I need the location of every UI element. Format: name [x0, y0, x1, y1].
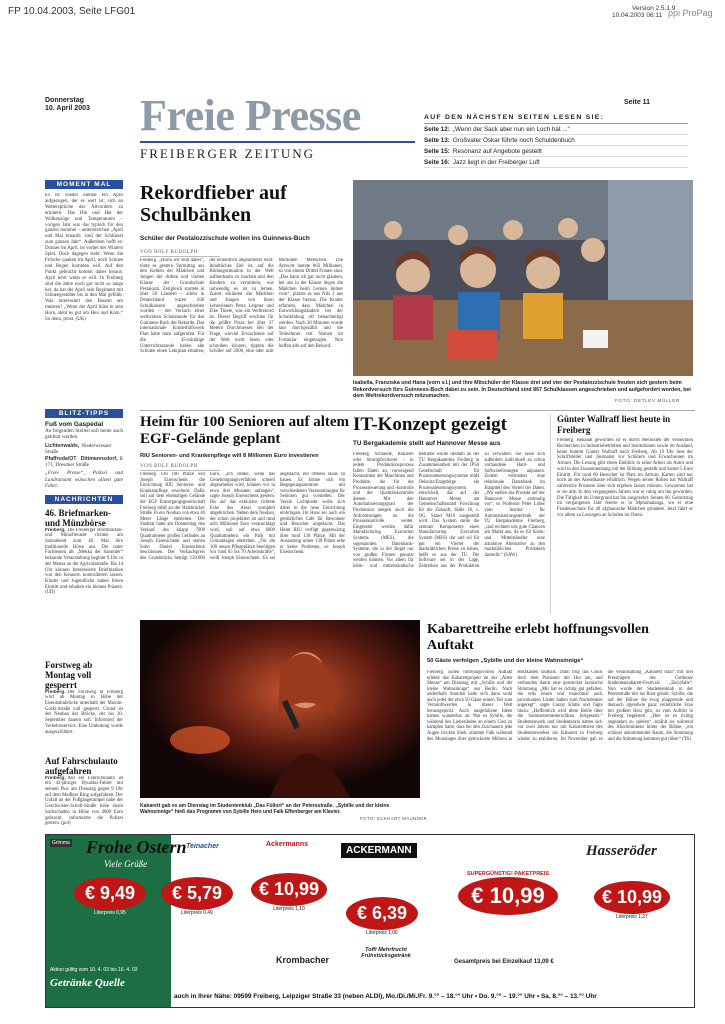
news-place: Freiberg.: [45, 689, 66, 695]
moment-mal-text: Es ist wieder einmal ein April aufgezogen, der es wert ist, sich an Wettersprüche der Altvordern zu erinnern. Das Hin und Her der Wolkenzüge und Temperaturen – vorigen Jahr war das typisch für den ganzen Sommer – unterstreichen „April und Mai hinaufe, sind der Schlüssel zum ganzen Jahr“. Außerdem hofft es: Donner im April, ist vorbei des Winters Spiel. Doch dagegen steht: Wenn die Frösche quaken im April, noch Schnee und Regen kommen will. Auf den Punkt gebracht kommt dabei heraus: April lehrt wenn er will. In Freiberg sind die Jahre noch gar nicht so lange her, da hat der April sein Regiment mit Schneegestöber bis in den Mai gefühlt. Was interessiert den Bauern am meisten? „Wenn der April bläst in sein Horn, steht es gut um Heu und Korn.“ So denn, prost. (UK): [45, 193, 123, 323]
news-title: Auf Fahrschulauto aufgefahren: [45, 755, 118, 776]
senioren-byline: VON ROLF RUDOLPH: [140, 464, 220, 471]
version-label: Version 2.5.1.9: [632, 5, 676, 12]
news-place: Freiberg.: [45, 775, 66, 781]
preview-text: „Wenn der Sack aber nun ein Loch hat ...“: [452, 125, 570, 133]
preview-page: Seite 12:: [424, 125, 450, 133]
lead-photo-caption: Isabella, Franziska und Hana (vorn v.l.) und ihre Mitschüler der Klasse drei und vier der Pestalozzischule freuten sich gestern beim Rekordversuch fürs Guinness-Buch dabei zu sein. In Deutschland sind 867 Schulklassen angeschrieben und aufgefordert worden, bei dem Weltrekordversuch mitzumachen.: [353, 380, 691, 399]
kabarett-photo-credit: FOTO: ECKHART MAUNDER: [360, 816, 428, 821]
classroom-photo: [353, 180, 693, 376]
masthead-rule: [140, 141, 415, 143]
kabarett-headline: Kabarettreihe erlebt hoffnungsvollen Auftakt: [427, 622, 649, 653]
it-body: Freiberg. Schneide, Brauerei oder Strumpfwirkerei – in jedem Produktionsprozess fallen Daten an, vorwiegend Kennzahlen der Maschinen und Produkte, die für die Prozesssteuerung und -kontrolle und der Qualitätskontrolle dienen. Mit den Automatisierungsgrad der Produktion steigen auch die Anforderungen an die Prozesskontrolle weiter. Eingesetzt werden dafür Manufacturing Execution Systems (MES), die sogenannten Datenbank-Systeme, die in der Regel nur von großen Firmen genutzt werden können. Vor allem für klein- und mittelständische Betriebe wurde deshalb an der TU Bergakademie Freiberg in Zusammenarbeit mit der IPSS Gesellschaft für Prozesssteuerungssysteme mbH Oelsnitz/Erzgebirge ein Prozesssteuerungssystem entwickelt, das auf der Hannover Messe am Gemeinschaftsstand Forschung für die Zukunft, Halle 18, 1. OG, Stand M16 ausgestellt wird. Das System stelle die zentrale Komponente eines Manufacturing Execution System (MES) dar und sei für gut ein Viertel der marktüblichen Preise zu haben, heißt es aus der TU. Die Software sei in der Lage, Zeitreihen aus der Produktion zu verwalten. Sie lasse sich außerdem individuell an schon vorhandene Hard- und Softwarelösungen anpassen. Zudem verbinden eine relationale Datenbank im Hauptteil den Vorteil der Daten. „Wir stellen das Produkt auf der Hannover Messe erstmalig vor“, so Professor Peter Löber vom Institut für Automatisierungstechnik der TU Bergakademie Freiberg, „und rechnen uns gute Chancen am Markt aus, da es für Klein- und Mittelständler eine attraktive Alternative zu den marktüblichen Produkten darstellt.“ (SAW): [353, 452, 545, 569]
blitz-heading: Fuß vom Gaspedal: [45, 421, 104, 428]
page-number: Seite 11: [624, 99, 651, 106]
price-badge: € 10,99: [251, 873, 327, 906]
divider: [140, 410, 695, 411]
kabarett-body: Freiberg. Einen hoffnungsvollen Auftakt erlebte das Kabarettprojekt im der „Alten Mensa“ am Dienstag mit „Sybille und der kleine Wahnsinnige“ aus Berlin. Nach anderthalb Stunden hatte sich dann wohl auch jeder der etwa 50 Gäste seinen Teil zum Vernünftwerden in dieser Welt herausgepickt. Auch ausgefallene Ideen kamen wunderbar an: War es Sybille, die während des Liebesliedes an einem Gast zu kämpfen hatte, dass bei den Zuschauern jede Augen trocken blieb, stimmte Falk während des Monologes über getrocknete Möhren in Holzkästen lauthals. Dann trug das Glück doch dem Pianisten mit Hut am, und verbunden damit eine gestreckte komische Stimmung. „Mir hat es richtig gut gefallen, die teils leisen und manchmal auch provokanten Lieder haben zum Nachdenken angeregt“, sagte Conny Klatte und fügte hinzu: „Hoffentlich wird diese Reihe über die Sommersemesterschluss fortgesetzt.“ Studentenwerk und Studentenrat hatten sich vor zwei Jahren nur mit Kabarettisten des Studentenwerkes ins Kabarett in Freiberg wieder zu etablieren. Im November gab es die Veranstaltung „Kabarett total“ mit drei Preisträgern des Cottbuser Studentenkabarett-Festivals „Ek(s)falle“. Nun wurde der Studentenklub in der Petersstraße mit ins Boot geholt. Sybille, die auf der Bühne die ewig plappernde und dennoch irgendwie ganz verletzliche Frau mit großem Herz gibt, ist vom Auftritt in Freiberg begeistert. „Hier ist es richtig angenehm zu spielen“, erzählt sie während des Abschminkens hinter der Bühne, „ein schöner ankommender Raum, die Stimmung und die Stimmung kommen gut rüber.“ (TS): [427, 670, 693, 742]
masthead-subtitle: FREIBERGER ZEITUNG: [140, 146, 316, 161]
ad-brand-5: Hasseröder: [586, 843, 657, 859]
price-badge: € 6,39: [346, 897, 418, 930]
ad-item-1: [74, 877, 164, 927]
price-badge: € 5,79: [161, 877, 233, 910]
ad-item-4: [346, 897, 426, 936]
nachrichten-kicker: NACHRICHTEN: [45, 495, 123, 504]
watermark: ppi ProPag: [668, 8, 713, 18]
ad-item-2: [161, 877, 251, 916]
ad-subtitle: Viele Grüße: [104, 859, 148, 869]
blitz-tipps-kicker: BLITZ-TIPPS: [45, 409, 123, 418]
column-rule: [550, 414, 551, 614]
ad-store: Getränke Quelle: [50, 977, 125, 989]
blitz-intro: An folgenden Stellen soll heute auch geblitzt werden:: [45, 428, 123, 441]
price-badge: € 9,49: [74, 877, 146, 910]
blitz-note: „Freie Presse“, Polizei und Landratsamt wünschen allzeit gute Fahrt.: [45, 470, 123, 490]
preview-text: Jazz liegt in der Freiberger Luft: [452, 158, 540, 166]
preview-item: [424, 146, 688, 157]
ad-brand-3: Ackermanns: [266, 841, 309, 848]
price-note: Literpreis 1,27: [616, 914, 648, 920]
preview-item: [424, 124, 688, 135]
blitz-place: Lichtenwalde,: [45, 442, 80, 449]
ad-footer: auch in Ihrer Nähe: 09599 Freiberg, Leipziger Straße 33 (neben ALDI), Mo./Di./Mi./Fr. 9.°° – 18.°° Uhr • Do. 9.°° – 19.°° Uhr • Sa. 8.°° – 13.°° Uhr: [174, 993, 597, 1000]
news-item: [45, 508, 123, 656]
print-slug: FP 10.04.2003, Seite LFG01: [8, 6, 136, 17]
lead-photo-credit: FOTO: DETLEV MÜLLER: [615, 399, 680, 404]
masthead-title: Freie Presse: [140, 91, 361, 140]
ad-title: Frohe Ostern: [86, 837, 187, 857]
blitz-detail: B 171, Dresdner Straße: [45, 455, 123, 469]
kabarett-photo: [140, 620, 420, 798]
lead-subhead: Schüler der Pestalozzischule wollen ins Guinness-Buch: [140, 235, 310, 242]
wallraff-headline: Günter Wallraff liest heute in Freiberg: [557, 414, 671, 435]
price-note: Literpreis 1,06: [366, 930, 398, 936]
wallraff-body: Freiberg. Bekannt geworden ist er durch Methoden der verdeckten Recherchen in Industriebetrieben und Institutionen sowie im Ausland, heute kommt Günter Wallraff nach Freiberg. Ab 19 Uhr liest der Schriftsteller und Journalist vor Schülern und Erwachsenen im Atrium. Die Lesung gibt einen Einblick in seine Arbeit als Autor und wird in den Zusammenhang mit der Bildung gestellt und kostet 5 Euro Eintritt. Für rund 80 Besucher ist Platz im Atrium, Karten sind nur noch an der Abendkasse erhältlich. Wegen seiner Rollen hat Wallraff zahlreiche Prozesse über sich ergehen lassen müssen. Gewonnen hat er sie alle. In den vergangenen Jahren war er ruhig um ihn geworden. Die Tätigkeit im Untergrund hat ihn ausgezehrt. Seinen 60. Geburtstag im vergangenen Jahr feierte er in Mphumalanga, wo er eine Friedensschule für 40 afghanische Mädchen gründete. Jetzt fährt er vor allem zu Lesungen an Schulen im Osten.: [557, 438, 693, 518]
preview-heading: AUF DEN NÄCHSTEN SEITEN LESEN SIE:: [424, 114, 688, 124]
preview-text: Großvater Oskar führte noch Schuldenbuch: [452, 136, 575, 144]
lead-headline: Rekordfieber auf Schulbänken: [140, 182, 287, 226]
senioren-body: Freiberg. Um 100 Plätze will Joseph Eisenschenk die Einrichtung RIU Senioren- und Krankenpflege erweitern. Dafür soll auf dem ehemaligen Gelände der EGF Entsorgungsgesellschaft Freiberg mbH an der Halsbrücker Straße 16 ein Neubau von etwa 40 Meter Länge entstehen. Der Stadtrat hatte am Donnerstag den Verkauf des knapp 7000 Quadratmeter großen Geländes an Joseph Eisenschenk und seinen Sohn Daniel Eisenschenk beschlossen. Der Verkaufspreis des Grundstücks beträgt 120.000 Euro. „Ich denke, wenn das Genehmigungsverfahren schnell abgearbeitet wird, können wir in etwa drei Monaten anfangen“, sagte Joseph Eisenschenk gestern. Bis auf das exklusive richtete Ecke des Areal komplett abgebrochen. Neben dem Neubau, der schon projektiert ist und rund acht Millionen Euro veranschlagt wird, soll auf etwa 6000 Quadratmetern ein Park mit Grünanlagen entstehen. „Für die 100 neuen Pflegeplätze benötigen wir rund 65 bis 70 Arbeitskräfte“, weiß Joseph Eisenschenk. Es sei angedacht, ein offenes Haus zu bauen. Es könne sich ein Begegnungszentrum mit verschiedenen Veranstaltungen für Senioren gut vorstellen. Der Verein Lichtpunkt wolle sich dabei in die neue Einrichtung einbringen. Im Haus sei auch ein gemütliches Café für Bewohner und Besucher angedacht. Das Heim RIU verfügt gegenwärtig über rund 130 Plätze. Mit der Auslastung seiner 130 Plätze sehe er keine Probleme, so Joseph Eisenschenk.: [140, 472, 345, 561]
ad-krombacher: Krombacher: [276, 955, 330, 965]
preview-text: Resonanz auf Angebote gestellt: [452, 147, 542, 155]
preview-box: [424, 114, 688, 168]
blitz-place: Pfaffroda/OT Dittmannsdorf,: [45, 455, 118, 462]
blitz-item: [45, 443, 123, 456]
price-note: Literpreis 0,95: [94, 910, 126, 916]
kabarett-subhead: 50 Gäste verfolgen „Sybille und der kleine Wahnsinnige“: [427, 658, 584, 664]
newspaper-page: [15, 52, 708, 1014]
blitz-item: [45, 456, 123, 469]
center-price: € 10,99: [458, 877, 558, 915]
lead-body: Freiberg. „Hurra wir sind dabei“, tönte es gestern Vormittag aus den Kehlen der Mädchen und Jungen der dritten und vierten Klasse der Grundschule Pestalozzi. Zeitgleich startete in über 50 Ländern – allein in Deutschland waren 836 Schulklassen angeschrieben worden – der Versuch einer weltweiten Schulstunde für das Guinness-Buch der Rekorde. Das internationale Kinderhilfswerk Plan hatte dazu aufgerufen. Für die 45-minütige Unterrichtsstunde haben alle Schulen einen Lehrplan erhalten, der einheitlich abgearbeitet wird. Inhaltliches Ziel ist, auf die Bildungssituation in der Welt aufmerksam zu machen und den Kindern zu vermitteln, wie notwendig es ist zu lernen. Zuerst erklärten die Mädchen und Jungen von ihren Lehrerinnen Petra Leipner und Elke Thiele, was ein Weltrekord ist. Dieser Begriff erschien für die größte Pizza bei über 37 Metern Durchmesser. Bei der Frage, wieviel Erwachsene auf der Welt nicht lesen oder schreiben können, tippten die Schüler auf 2000, eine oder acht Millionen Menschen. Die Antwort lautete 862 Millionen, so von einem Drittel Frauen sind. „Das kann ich gar nicht glauben, bei uns in der Klasse liegen die Mädchen beim Lernen immer vorn“, platzte es aus Nils 2 aus der Klasse heraus. Die Kinder erfuhren, dass Mädchen in Entwicklungsländern bei der Schulbildung oft benachteiligt werden. Nach 30 Minuten wurde laut durchgezählt und die Teilnehmer mit Namen im Formular eingetragen. Nun hoffen alle auf den Rekord.: [140, 258, 343, 355]
preview-item: [424, 135, 688, 146]
senioren-headline: Heim für 100 Senioren auf altem EGF-Gelände geplant: [140, 414, 350, 447]
moment-mal-kicker: MOMENT MAL: [45, 180, 123, 189]
ad-brand-2: Teinacher: [186, 843, 219, 850]
price-badge: € 10,99: [594, 881, 670, 914]
lead-byline: VON ROLF RUDOLPH: [140, 250, 220, 257]
ad-item-5: [594, 881, 674, 920]
ad-gesamtpreis: Gesamtpreis bei Einzelkauf 13,09 €: [454, 959, 554, 965]
news-text: Die Freiberger Briefmarken- und Münzfreunde richten am Sonnabend zum 46. Mal ihre traditionelle Börse aus. Die unter Fachleuten als „Mekka der Sammler“ bekannte Veranstaltung beginnt 9 Uhr in der Mensa an der Agricolastraße. Bis 14 Uhr können Interessierte Briefmarken von den Kennern kontrollieren lassen. Kinder und Jugendliche haben freien Eintritt und erhalten ein kleines Präsent. (UD): [45, 527, 123, 596]
preview-page: Seite 16:: [424, 158, 450, 166]
center-note: SUPERGÜNSTIG! PAKETPREIS: [466, 871, 550, 877]
senioren-subhead: RIU Senioren- und Krankenpflege will 8 Millionen Euro investieren: [140, 453, 319, 459]
ad-center-offer: [458, 871, 558, 915]
ad-validity: Aktion gültig vom 10. 4. 03 bis 16. 4. 03: [50, 967, 138, 973]
issue-date: 10. April 2003: [45, 105, 90, 112]
news-item: [45, 660, 123, 752]
print-date: 10.04.2003 06:11: [612, 12, 663, 19]
weekday: Donnerstag: [45, 97, 84, 104]
news-title: 46. Briefmarken- und Münzbörse: [45, 507, 111, 528]
news-place: Freiberg.: [45, 527, 66, 533]
news-title: Forstweg ab Montag voll gesperrt: [45, 659, 93, 690]
blitz-detail: Niederwiesaer Straße: [45, 442, 112, 456]
ad-toffi: Toffi Mehrfrucht Frühstücksgetränk: [361, 947, 411, 959]
it-subhead: TU Bergakademie stellt auf Hannover Messe aus: [353, 440, 501, 447]
left-column: [45, 180, 123, 848]
preview-page: Seite 13:: [424, 136, 450, 144]
price-note: Literpreis 0,49: [181, 910, 213, 916]
ad-brand-1: Grimma: [52, 840, 70, 846]
ad-brand-4: ACKERMANN: [341, 843, 417, 858]
news-text: Der Forstweg in Freiberg wird ab Montag in Höhe der Eisenbahnbrücke unterhalb der Maxim-Gorki-Straße voll gesperrt. Grund ist der Neubau der Brücke, der bis 30. September dauern soll. Informiert der Verkehrsservice. Eine Umleitung wurde ausgeschildert.: [45, 689, 123, 735]
ad-item-3: [251, 873, 341, 912]
price-note: Literpreis 1,10: [273, 906, 305, 912]
getraenke-advertisement: [45, 834, 695, 1008]
news-text: Auf ein Fahrschulauto ist ein 42-jähriger Hyundai-Fahrer mit seinem Pkw am Dienstag gegen 9 Uhr auf dem Meißner Ring aufgefahren. Der Unfall an der Fußgängerampel nahe der Geschwister-Scholl-Straße habe einen Sachschaden in Höhe von 4000 Euro gebracht, informierte die Polizei gestern. (pol): [45, 775, 123, 827]
it-headline: IT-Konzept gezeigt: [353, 414, 507, 435]
preview-item: [424, 157, 688, 168]
preview-page: Seite 15:: [424, 147, 450, 155]
kabarett-photo-caption: Kabarett gab es am Dienstag im Studentenklub „Das Füllort“ an der Petersstraße. „Sybille und der kleine Wahnsinnige“ hieß das Programm von Sybille Hein und Falk Effenberger am Klavier.: [140, 803, 390, 816]
